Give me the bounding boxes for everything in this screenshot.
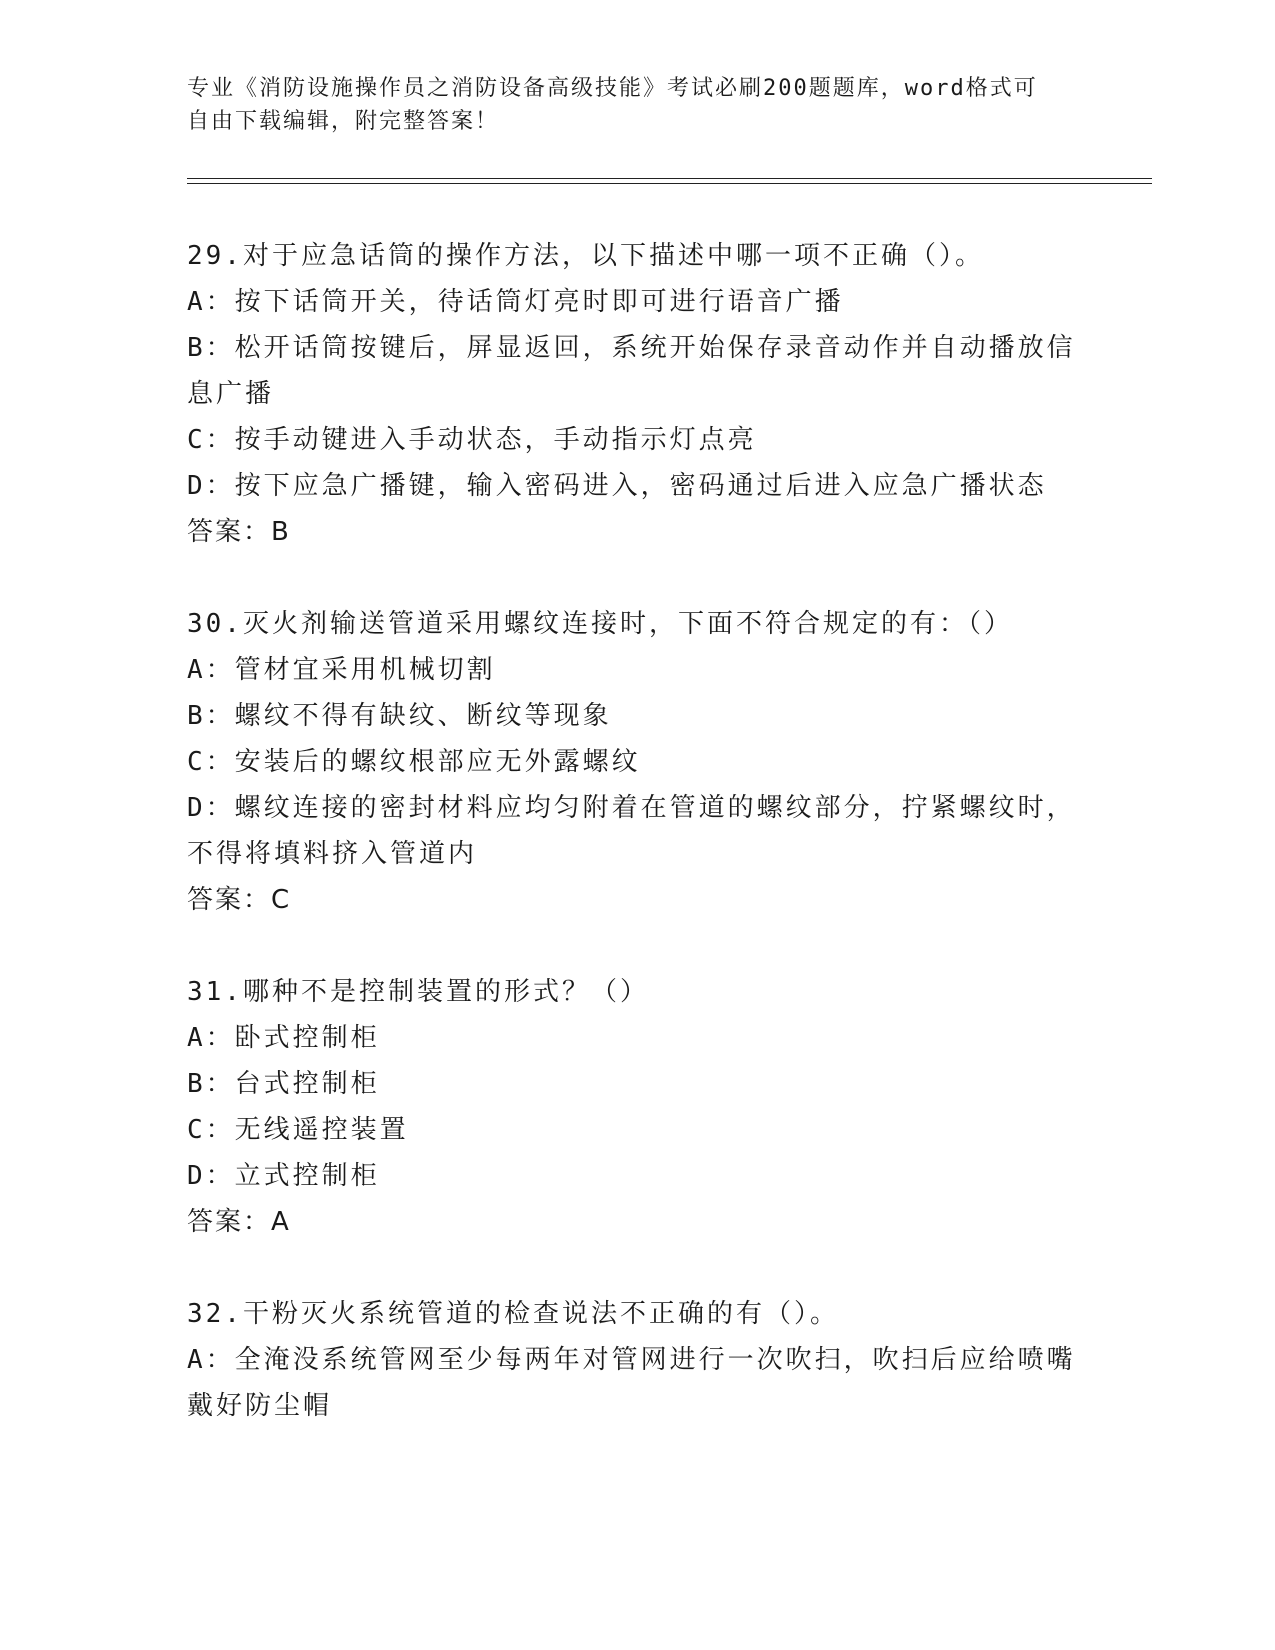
header-divider-top — [187, 178, 1152, 179]
question-30 — [187, 601, 1087, 923]
option-a-continued: 戴好防尘帽 — [187, 1391, 333, 1421]
answer-label: 答案：B — [187, 517, 291, 547]
question-32 — [187, 1291, 1087, 1429]
question-stem: 31.哪种不是控制装置的形式？（） — [187, 977, 649, 1007]
option-b: B：螺纹不得有缺纹、断纹等现象 — [187, 701, 612, 731]
option-b: B：松开话筒按键后，屏显返回，系统开始保存录音动作并自动播放信 — [187, 333, 1076, 363]
question-list — [187, 233, 1087, 1475]
question-stem: 30.灭火剂输送管道采用螺纹连接时，下面不符合规定的有：（） — [187, 609, 1013, 639]
option-a: A：按下话筒开关，待话筒灯亮时即可进行语音广播 — [187, 287, 844, 317]
option-a: A：全淹没系统管网至少每两年对管网进行一次吹扫，吹扫后应给喷嘴 — [187, 1345, 1076, 1375]
question-stem: 32.干粉灭火系统管道的检查说法不正确的有（）。 — [187, 1299, 839, 1329]
option-d: D：按下应急广播键，输入密码进入，密码通过后进入应急广播状态 — [187, 471, 1047, 501]
document-header — [187, 72, 1087, 138]
question-31 — [187, 969, 1087, 1245]
option-a: A：卧式控制柜 — [187, 1023, 380, 1053]
option-b-continued: 息广播 — [187, 379, 275, 409]
header-line-1: 专业《消防设施操作员之消防设备高级技能》考试必刷200题题库，word格式可 — [187, 76, 1038, 101]
header-line-2: 自由下载编辑，附完整答案！ — [187, 109, 500, 134]
question-29 — [187, 233, 1087, 555]
option-b: B：台式控制柜 — [187, 1069, 380, 1099]
answer-label: 答案：C — [187, 885, 292, 915]
option-a: A：管材宜采用机械切割 — [187, 655, 496, 685]
question-stem: 29.对于应急话筒的操作方法，以下描述中哪一项不正确（）。 — [187, 241, 984, 271]
option-c: C：按手动键进入手动状态，手动指示灯点亮 — [187, 425, 757, 455]
option-d: D：立式控制柜 — [187, 1161, 380, 1191]
answer-label: 答案：A — [187, 1207, 291, 1237]
option-d: D：螺纹连接的密封材料应均匀附着在管道的螺纹部分，拧紧螺纹时， — [187, 793, 1076, 823]
option-d-continued: 不得将填料挤入管道内 — [187, 839, 478, 869]
option-c: C：安装后的螺纹根部应无外露螺纹 — [187, 747, 641, 777]
option-c: C：无线遥控装置 — [187, 1115, 409, 1145]
header-divider-bottom — [187, 183, 1152, 184]
